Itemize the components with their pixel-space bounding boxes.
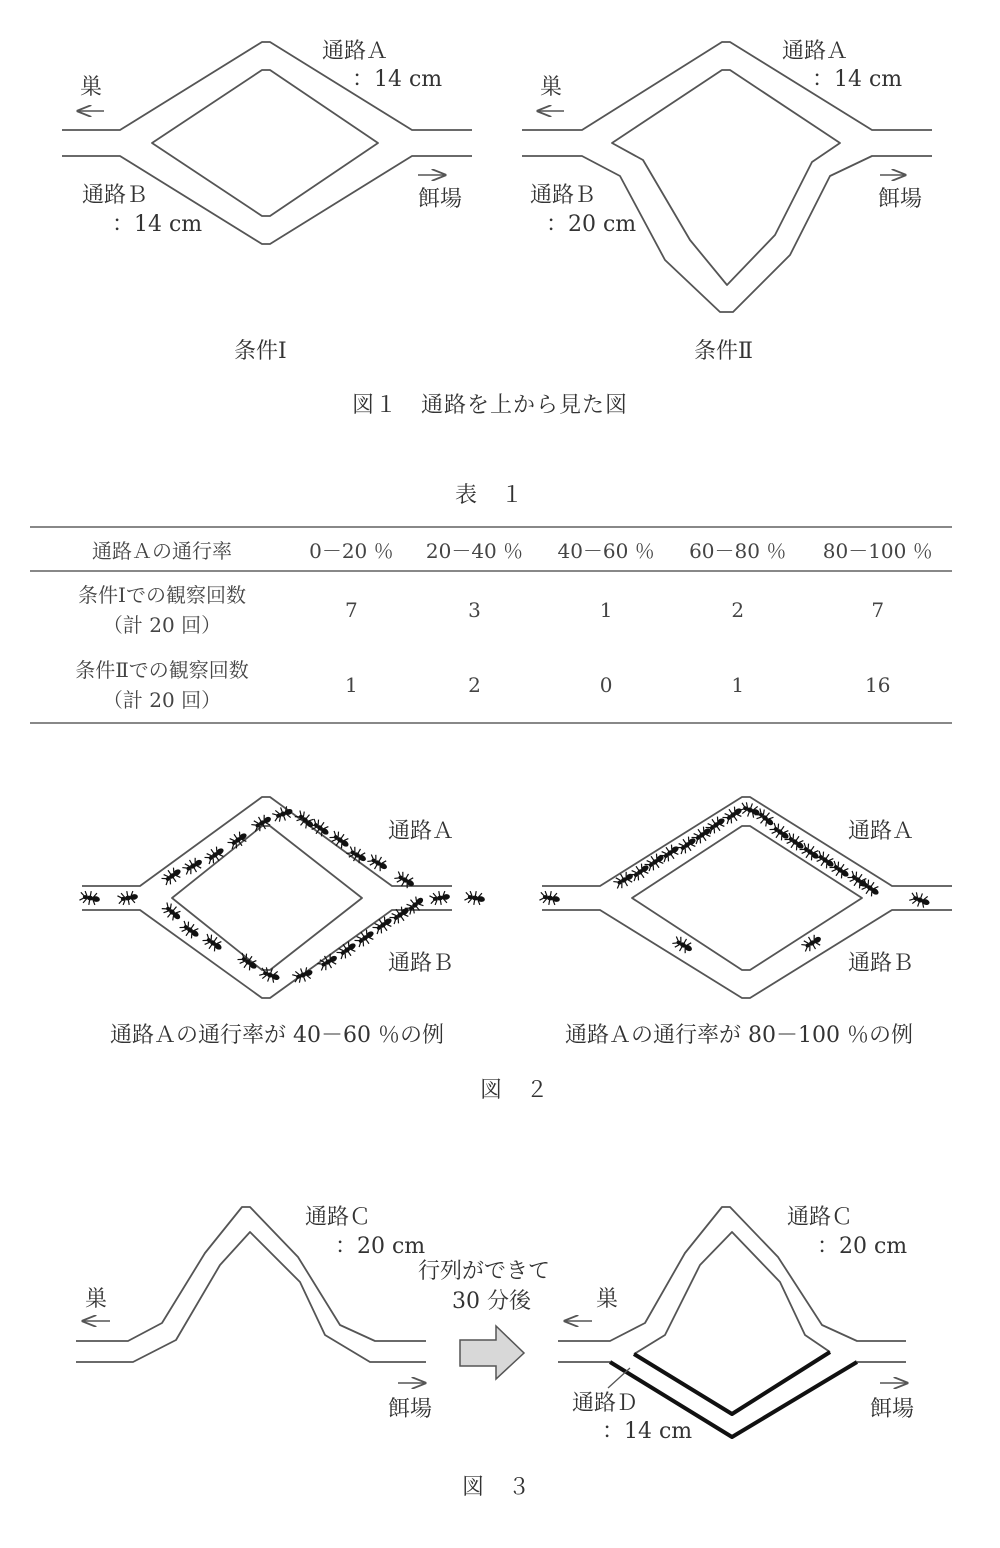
figure2-caption: 図 ２ [480, 1078, 550, 1103]
fig3-after-pathD-name: 通路Ｄ [572, 1391, 639, 1416]
table-cell: 2 [468, 672, 481, 697]
table-cell: 7 [871, 597, 885, 622]
fig2-left-pathB-label: 通路Ｂ [388, 951, 455, 976]
fig1-c1-condition-label: 条件Ⅰ [234, 339, 287, 364]
table1-header-cell: 通路Ａの通行率 [92, 538, 232, 563]
table-row [30, 647, 952, 723]
fig1-c2-pathB-name: 通路Ｂ [530, 183, 597, 208]
table1-header-cell: 40－60 ％ [557, 538, 655, 563]
table-cell: 7 [344, 597, 358, 622]
fig1-c2-nest-label: 巣 [540, 75, 563, 100]
table1-header-cell: 80－100 ％ [822, 538, 933, 563]
fig2-left-caption: 通路Ａの通行率が 40－60 ％の例 [110, 1023, 444, 1048]
fig2-right-caption: 通路Ａの通行率が 80－100 ％の例 [565, 1023, 913, 1048]
table-cell: 16 [865, 672, 891, 697]
fig1-c1-feeder-label: 餌場 [418, 187, 463, 212]
row-label: 条件Ⅰでの観察回数 [78, 582, 246, 607]
table1-header-cell: 60－80 ％ [689, 538, 787, 563]
figure3-caption: 図 ３ [462, 1475, 532, 1500]
fig1-c2-pathB-length: ：20 cm [546, 212, 637, 237]
fig2-right-pathB-label: 通路Ｂ [848, 951, 915, 976]
fig1-c2-condition-label: 条件Ⅱ [694, 339, 753, 364]
table1-title: 表 １ [455, 483, 525, 508]
table1-header-cell: 20－40 ％ [425, 538, 524, 563]
table1 [30, 526, 952, 724]
fig1-c1-nest-label: 巣 [80, 75, 103, 100]
table-cell: 1 [599, 597, 613, 622]
fig1-c1-pathB-name: 通路Ｂ [82, 183, 149, 208]
fig1-c2-feeder-label: 餌場 [878, 187, 923, 212]
fig3-before-pathC-length: ：20 cm [335, 1234, 426, 1259]
fig2-left-pathA-label: 通路Ａ [388, 819, 455, 844]
fig2-right-pathA-label: 通路Ａ [848, 819, 915, 844]
table1-header-row [30, 527, 952, 571]
transition-text-line2: 30 分後 [452, 1289, 531, 1314]
fig3-before-feeder-label: 餌場 [388, 1397, 433, 1422]
table-cell: 2 [731, 597, 745, 622]
transition-arrow-icon [460, 1326, 524, 1379]
fig1-c1-pathA-name: 通路Ａ [322, 39, 389, 64]
table-cell: 1 [344, 672, 358, 697]
fig3-before-pathC-name: 通路Ｃ [305, 1205, 372, 1230]
fig1-c2-pathA-length: ：14 cm [812, 67, 903, 92]
row-label: 条件Ⅱでの観察回数 [75, 657, 249, 682]
fig3-after-pathC-length: ：20 cm [817, 1234, 908, 1259]
row-sublabel: （計 20 回） [102, 612, 222, 637]
table-cell: 3 [468, 597, 481, 622]
row-label-cell [30, 571, 294, 647]
transition-text-line1: 行列ができて [418, 1259, 551, 1284]
fig1-c1-pathB-length: ：14 cm [112, 212, 203, 237]
figure1-caption: 図１ 通路を上から見た図 [352, 393, 629, 418]
fig3-after-pathD-length: ：14 cm [602, 1419, 693, 1444]
table-cell: 0 [599, 672, 613, 697]
fig3-after-nest-label: 巣 [596, 1287, 619, 1312]
fig3-before-nest-label: 巣 [85, 1287, 108, 1312]
table1-header-cell: 0－20 ％ [309, 538, 394, 563]
table-cell: 1 [731, 672, 745, 697]
row-sublabel: （計 20 回） [102, 687, 222, 712]
fig3-after-pathC-name: 通路Ｃ [787, 1205, 854, 1230]
row-label-cell [30, 647, 294, 723]
table-row [30, 571, 952, 647]
fig1-c2-pathA-name: 通路Ａ [782, 39, 849, 64]
fig1-c1-pathA-length: ：14 cm [352, 67, 443, 92]
fig3-after-feeder-label: 餌場 [870, 1397, 915, 1422]
